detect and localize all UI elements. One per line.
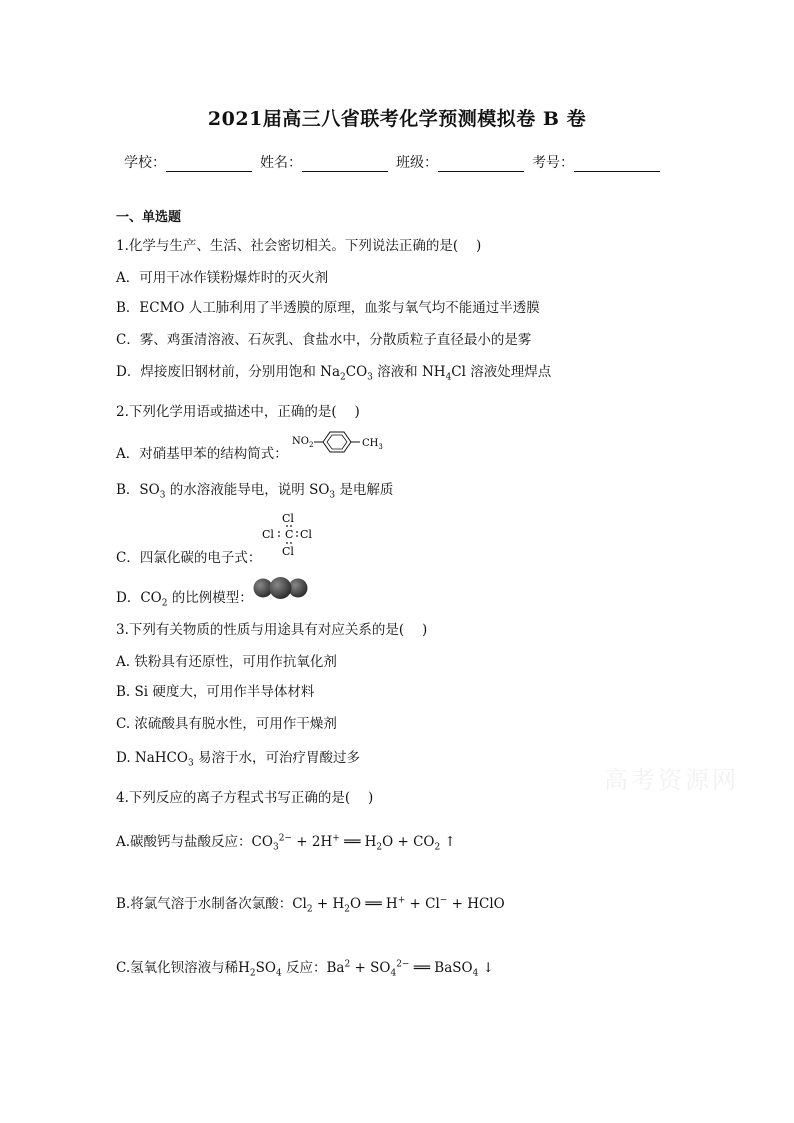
q4-stem: 4.下列反应的离子方程式书写正确的是( ) <box>116 790 374 806</box>
q2-option-b: B．$SO_3$ 的水溶液能导电，说明 $SO_3$ 是电解质 <box>116 482 394 501</box>
q1-option-c: C．雾、鸡蛋清溶液、石灰乳、食盐水中，分散质粒子直径最小的是雾 <box>116 332 532 348</box>
q1-option-a: A．可用干冰作镁粉爆炸时的灭火剂 <box>116 270 329 286</box>
id-field <box>532 152 662 172</box>
name-blank[interactable] <box>302 155 388 172</box>
q4-option-c: C.氢氧化钡溶液与稀$H_2SO_4$ 反应：$Ba^2 + SO_4^{2-}$ ══ BaSO$_4$ ↓ <box>116 959 494 979</box>
q3-option-a: A. 铁粉具有还原性，可用作抗氧化剂 <box>116 654 337 670</box>
school-field <box>124 152 254 172</box>
class-field <box>396 152 526 172</box>
cl-right: Cl <box>300 528 312 541</box>
q2-option-d: D．$CO_2$ 的比例模型： <box>116 590 253 609</box>
q1-option-b: B．ECMO 人工肺利用了半透膜的原理，血浆与氧气均不能通过半透膜 <box>116 300 540 316</box>
section-heading: 一、单选题 <box>116 210 182 225</box>
name-field <box>260 152 390 172</box>
q2-option-a: A．对硝基甲苯的结构简式： <box>116 446 288 462</box>
q3-option-b: B. Si 硬度大，可用作半导体材料 <box>116 684 315 700</box>
school-label: 学校： <box>124 155 166 171</box>
id-blank[interactable] <box>574 155 660 172</box>
school-blank[interactable] <box>166 155 252 172</box>
name-label: 姓名： <box>260 155 302 171</box>
q1-option-d: D．焊接废旧钢材前，分别用饱和 $Na_2CO_3$ 溶液和 $NH_4Cl$ 溶液处理焊点 <box>116 364 552 383</box>
cl-bottom: Cl <box>282 545 294 558</box>
q4-option-b: B.将氯气溶于水制备次氯酸：$Cl_2 + H_2O$ ══ H+ + Cl− + HClO <box>116 895 505 915</box>
q1-stem: 1.化学与生产、生活、社会密切相关。下列说法正确的是( ) <box>116 238 482 254</box>
q3-option-d: D. NaHCO$_3$ 易溶于水，可治疗胃酸过多 <box>116 750 360 769</box>
p-nitrotoluene-structure <box>290 428 400 456</box>
co2-space-filling-model <box>252 576 310 600</box>
q3-stem: 3.下列有关物质的性质与用途具有对应关系的是( ) <box>116 622 428 638</box>
q3-option-c: C. 浓硫酸具有脱水性，可用作干燥剂 <box>116 716 337 732</box>
ccl4-electron-formula <box>262 510 322 562</box>
ch3-label: $CH_3$ <box>362 438 383 451</box>
cl-left: Cl <box>262 528 274 541</box>
watermark: 高考资源网 <box>604 766 739 794</box>
no2-label: $NO_2$ <box>292 436 314 449</box>
page-title: 2021届高三八省联考化学预测模拟卷 B 卷 <box>207 108 587 130</box>
q2-option-c: C．四氯化碳的电子式： <box>116 550 262 566</box>
q2-stem: 2.下列化学用语或描述中，正确的是( ) <box>116 404 360 420</box>
c-center: C <box>285 528 294 541</box>
q4-option-a: A.碳酸钙与盐酸反应：$CO_3^{2-} + 2H^+$ ══ $H_2O + CO_2$ ↑ <box>116 833 456 853</box>
carbon-atom <box>270 577 292 599</box>
benzene-inner-ring <box>327 435 347 449</box>
cl-top: Cl <box>282 512 294 525</box>
id-label: 考号： <box>532 155 574 171</box>
class-label: 班级： <box>396 155 438 171</box>
class-blank[interactable] <box>438 155 524 172</box>
